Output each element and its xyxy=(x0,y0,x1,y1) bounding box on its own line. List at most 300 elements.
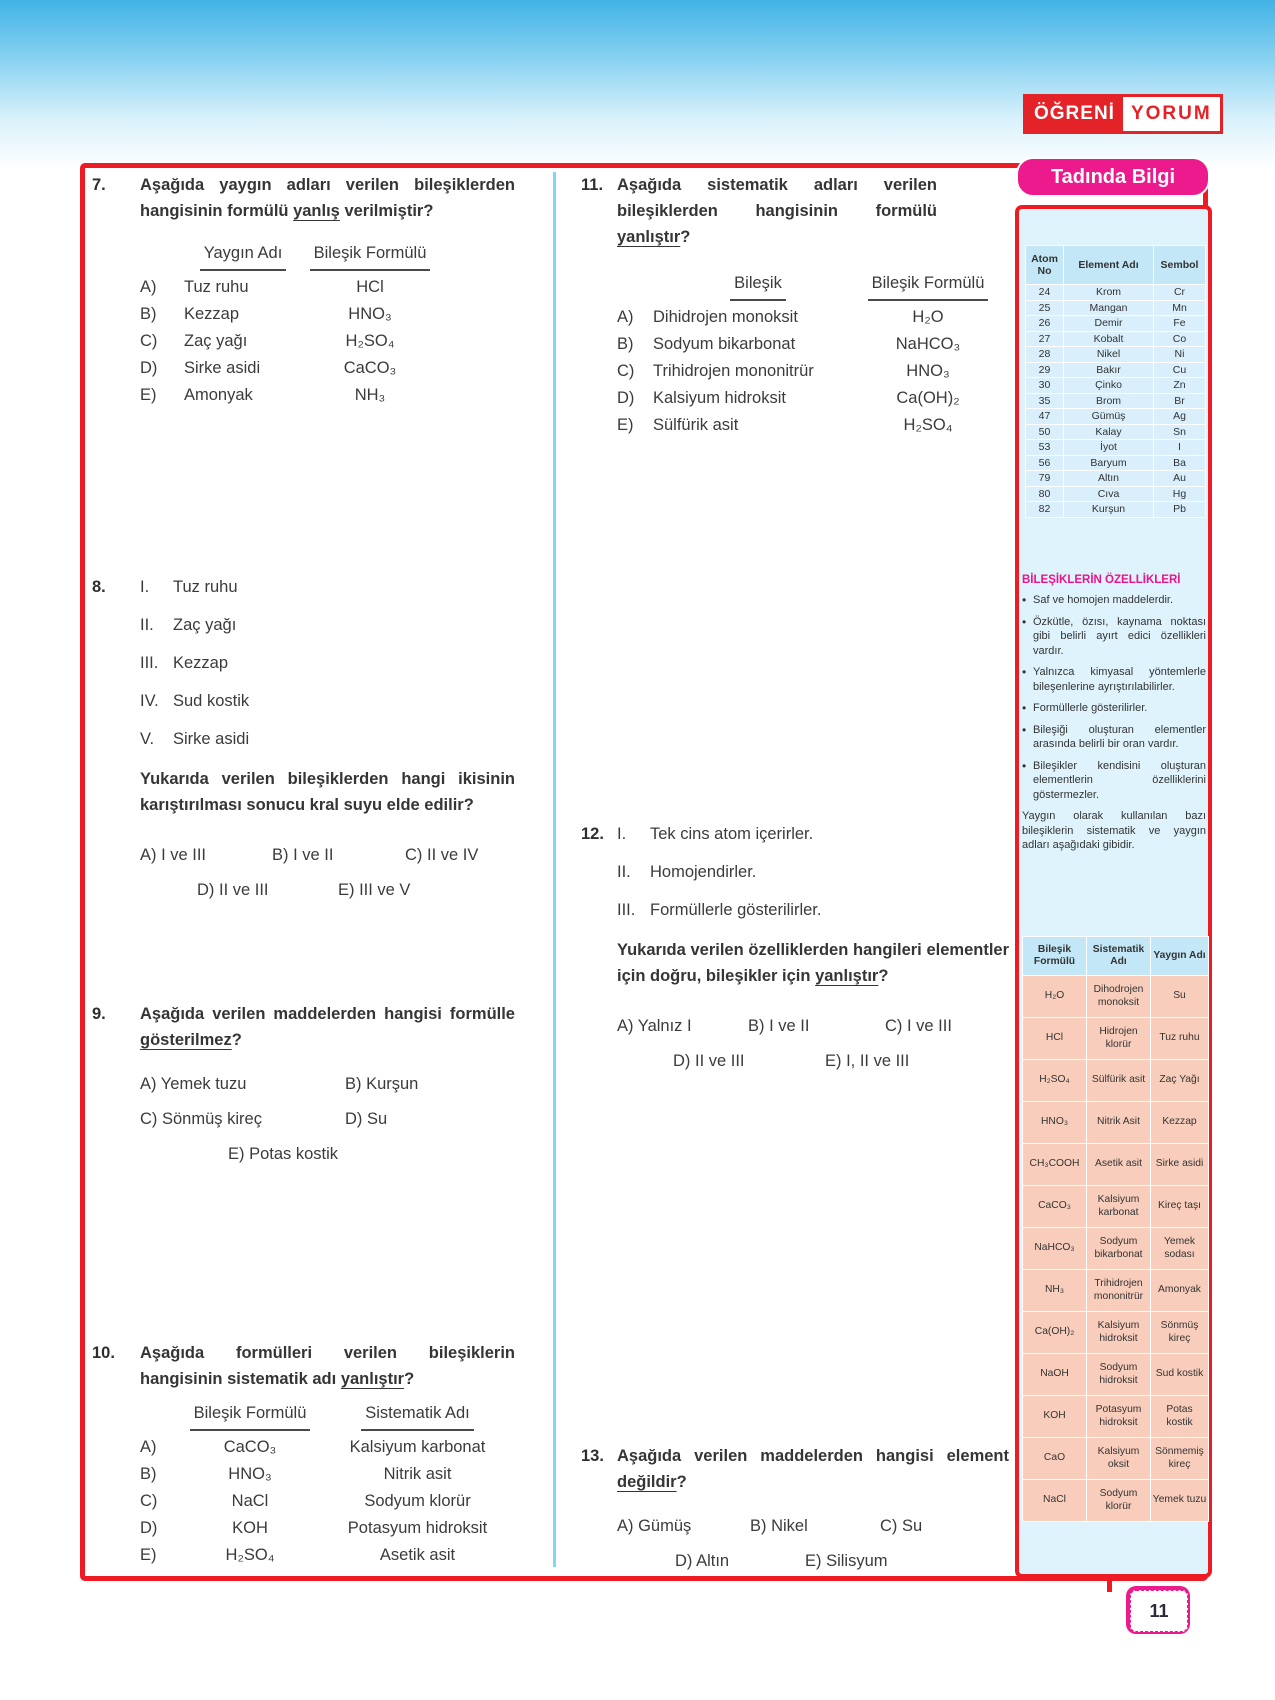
compound-systematic-name: Potasyum hidroksit xyxy=(1087,1396,1151,1438)
common-name: Tuz ruhu xyxy=(184,277,249,296)
atom-no: 27 xyxy=(1026,331,1064,347)
formula: NaCl xyxy=(231,1491,269,1510)
option-e: E) Potas kostik xyxy=(228,1145,339,1163)
question-stem xyxy=(617,1443,1009,1495)
compound-formula: H₂O xyxy=(1023,976,1087,1018)
element-symbol: Mn xyxy=(1154,300,1206,316)
element-name: Kalay xyxy=(1064,424,1154,440)
atom-table-body xyxy=(1026,285,1206,518)
option-letter: D) xyxy=(140,358,158,377)
element-name: Altın xyxy=(1064,471,1154,487)
compound-table-row xyxy=(1023,1396,1209,1438)
roman-label: II. xyxy=(140,616,154,634)
atom-no: 80 xyxy=(1026,486,1064,502)
common-name-header: Yaygın Adı xyxy=(1151,937,1209,976)
column-header: Sistematik Adı xyxy=(361,1400,474,1431)
element-name: Kurşun xyxy=(1064,502,1154,518)
roman-item xyxy=(140,612,515,638)
formula: H₂SO₄ xyxy=(903,415,953,434)
atom-table-row xyxy=(1026,362,1206,378)
roman-label: I. xyxy=(617,825,627,843)
roman-item xyxy=(140,574,515,600)
roman-label: III. xyxy=(140,654,159,672)
compound-common-name: Zaç Yağı xyxy=(1151,1060,1209,1102)
table-row xyxy=(617,357,993,384)
page-number: 11 xyxy=(1130,1590,1188,1632)
roman-label: IV. xyxy=(140,692,159,710)
bullet-item: • Özkütle, özısı, kaynama noktası gibi belirli ayırt edici özellikleri vardır. xyxy=(1022,615,1206,659)
option-letter: E) xyxy=(140,385,157,404)
question-11-table xyxy=(617,270,993,438)
option-a: A) Gümüş xyxy=(617,1517,692,1535)
compound-formula: CH₃COOH xyxy=(1023,1144,1087,1186)
element-name: Baryum xyxy=(1064,455,1154,471)
compound-table-body xyxy=(1023,976,1209,1522)
atom-table-row xyxy=(1026,378,1206,394)
formula: CaCO₃ xyxy=(223,1437,277,1456)
stem-text: ? xyxy=(680,228,691,246)
option-letter: C) xyxy=(140,331,158,350)
compound-table-row xyxy=(1023,1186,1209,1228)
stem-text: Aşağıda formülleri verilen bileşiklerin hangisinin sistematik adı xyxy=(140,1344,515,1388)
atom-table-row xyxy=(1026,502,1206,518)
stem-text: Aşağıda verilen maddelerden hangisi element xyxy=(617,1447,1009,1465)
compound-table-row xyxy=(1023,1060,1209,1102)
option-e: E) I, II ve III xyxy=(825,1052,910,1070)
element-name: Gümüş xyxy=(1064,409,1154,425)
systematic-name: Sodyum klorür xyxy=(364,1491,471,1510)
table-row xyxy=(140,327,515,354)
compound-common-name: Su xyxy=(1151,976,1209,1018)
option-d: D) Su xyxy=(345,1110,388,1128)
question-8 xyxy=(92,574,515,900)
formula: NH₃ xyxy=(354,385,386,404)
bullet-item: • Bileşiği oluşturan elementler arasında belirli bir oran vardır. xyxy=(1022,723,1206,752)
table-row xyxy=(140,1541,515,1568)
element-symbol: Br xyxy=(1154,393,1206,409)
element-name: Çinko xyxy=(1064,378,1154,394)
atom-no: 29 xyxy=(1026,362,1064,378)
header-gradient-band xyxy=(0,0,1275,170)
brand-logo-right: YORUM xyxy=(1123,97,1220,131)
element-name: Bakır xyxy=(1064,362,1154,378)
atom-table-row xyxy=(1026,455,1206,471)
stem-text: Yukarıda verilen özelliklerden hangileri elementler için doğru, bileşikler için xyxy=(617,941,1009,985)
formula: Ca(OH)₂ xyxy=(896,388,960,407)
table-row xyxy=(617,384,993,411)
systematic-name-header: Sistematik Adı xyxy=(1087,937,1151,976)
compound-table-row xyxy=(1023,1228,1209,1270)
option-letter: A) xyxy=(140,277,157,296)
question-number: 10. xyxy=(92,1344,115,1362)
compound-formula: KOH xyxy=(1023,1396,1087,1438)
formula: HNO₃ xyxy=(348,304,392,323)
compound-table-row xyxy=(1023,1438,1209,1480)
formula: H₂SO₄ xyxy=(225,1545,275,1564)
systematic-name: Potasyum hidroksit xyxy=(347,1518,488,1537)
options-row xyxy=(617,1013,1009,1036)
compound-systematic-name: Nitrik Asit xyxy=(1087,1102,1151,1144)
option-letter: C) xyxy=(140,1491,158,1510)
question-number: 8. xyxy=(92,578,106,596)
stem-underlined-word: gösterilmez xyxy=(140,1031,232,1049)
atom-table-row xyxy=(1026,331,1206,347)
compound-systematic-name: Dihodrojen monoksit xyxy=(1087,976,1151,1018)
element-symbol: Ni xyxy=(1154,347,1206,363)
atom-no-header: Atom No xyxy=(1026,246,1064,285)
option-a: A) Yalnız I xyxy=(617,1017,692,1035)
compound-systematic-name: Kalsiyum oksit xyxy=(1087,1438,1151,1480)
element-symbol: Cr xyxy=(1154,285,1206,301)
compound-common-name: Sönmemiş kireç xyxy=(1151,1438,1209,1480)
question-13 xyxy=(581,1443,1009,1571)
question-number: 7. xyxy=(92,176,106,194)
compound-systematic-name: Kalsiyum hidroksit xyxy=(1087,1312,1151,1354)
compound-common-name: Sönmüş kireç xyxy=(1151,1312,1209,1354)
atom-no: 47 xyxy=(1026,409,1064,425)
option-letter: B) xyxy=(140,304,157,323)
bullet-item: • Formüllerle gösterilirler. xyxy=(1022,701,1206,716)
element-name: Mangan xyxy=(1064,300,1154,316)
compound-formula: CaCO₃ xyxy=(1023,1186,1087,1228)
formula: H₂O xyxy=(912,307,944,326)
element-name: İyot xyxy=(1064,440,1154,456)
compound-systematic-name: Sodyum klorür xyxy=(1087,1480,1151,1522)
systematic-name: Kalsiyum hidroksit xyxy=(653,388,786,407)
answer-options xyxy=(140,1071,515,1164)
option-letter: D) xyxy=(617,388,635,407)
question-10 xyxy=(92,1340,515,1568)
roman-item xyxy=(617,859,1009,885)
common-name: Zaç yağı xyxy=(184,331,248,350)
question-11 xyxy=(581,172,985,438)
roman-label: V. xyxy=(140,730,155,748)
option-letter: C) xyxy=(617,361,635,380)
atom-no: 25 xyxy=(1026,300,1064,316)
element-symbol: Ag xyxy=(1154,409,1206,425)
compound-table-row xyxy=(1023,1144,1209,1186)
table-rows xyxy=(140,273,515,408)
section-title: BİLEŞİKLERİN ÖZELLİKLERİ xyxy=(1022,574,1181,586)
question-7 xyxy=(92,172,515,408)
element-name: Nikel xyxy=(1064,347,1154,363)
systematic-name: Sodyum bikarbonat xyxy=(653,334,796,353)
bullet-item: • Saf ve homojen maddelerdir. xyxy=(1022,593,1206,608)
column-header: Bileşik Formülü xyxy=(868,270,989,301)
symbol-header: Sembol xyxy=(1154,246,1206,285)
column-header: Yaygın Adı xyxy=(200,240,287,271)
compound-table-row xyxy=(1023,976,1209,1018)
question-number: 9. xyxy=(92,1005,106,1023)
option-letter: A) xyxy=(617,307,634,326)
page-number-badge xyxy=(1126,1586,1190,1634)
atom-no: 30 xyxy=(1026,378,1064,394)
options-row xyxy=(140,842,515,865)
stem-underlined-word: yanlıştır xyxy=(340,1370,405,1388)
option-d: D) II ve III xyxy=(197,881,269,899)
compound-properties-section xyxy=(1022,574,1206,853)
question-7-table xyxy=(140,240,515,408)
option-c: C) I ve III xyxy=(885,1017,952,1035)
compound-formula: H₂SO₄ xyxy=(1023,1060,1087,1102)
table-row xyxy=(140,300,515,327)
option-e: E) Silisyum xyxy=(805,1552,888,1570)
formula: KOH xyxy=(232,1518,268,1537)
option-b: B) Kurşun xyxy=(345,1075,419,1093)
question-stem xyxy=(140,172,515,224)
stem-text: ? xyxy=(231,1031,242,1049)
option-d: D) II ve III xyxy=(673,1052,745,1070)
compound-table-header-row xyxy=(1023,937,1209,976)
table-header-row xyxy=(140,240,515,273)
bullet-item: • Yalnızca kimyasal yöntemlerle bileşenlerine ayrıştırılabilirler. xyxy=(1022,665,1206,694)
option-letter: B) xyxy=(140,1464,157,1483)
roman-text: Zaç yağı xyxy=(173,616,237,634)
option-c: C) Su xyxy=(880,1517,923,1535)
roman-text: Sirke asidi xyxy=(173,730,250,748)
element-symbol: Cu xyxy=(1154,362,1206,378)
option-c: C) II ve IV xyxy=(405,846,479,864)
compound-table-row xyxy=(1023,1018,1209,1060)
common-name: Amonyak xyxy=(184,385,253,404)
option-letter: A) xyxy=(140,1437,157,1456)
stem-text: ? xyxy=(404,1370,415,1388)
element-name: Cıva xyxy=(1064,486,1154,502)
compound-systematic-name: Kalsiyum karbonat xyxy=(1087,1186,1151,1228)
roman-list xyxy=(617,821,1009,923)
atom-no: 35 xyxy=(1026,393,1064,409)
compound-formula: HNO₃ xyxy=(1023,1102,1087,1144)
formula: CaCO₃ xyxy=(343,358,397,377)
atom-no: 50 xyxy=(1026,424,1064,440)
compound-table-row xyxy=(1023,1102,1209,1144)
stem-text: ? xyxy=(878,967,889,985)
compound-common-name: Kezzap xyxy=(1151,1102,1209,1144)
atom-table-row xyxy=(1026,409,1206,425)
formula: H₂SO₄ xyxy=(345,331,395,350)
compound-table-row xyxy=(1023,1354,1209,1396)
atom-no: 28 xyxy=(1026,347,1064,363)
column-divider xyxy=(553,172,556,1567)
compound-common-name: Yemek tuzu xyxy=(1151,1480,1209,1522)
table-rows xyxy=(617,303,993,438)
element-symbol: Co xyxy=(1154,331,1206,347)
atom-table-row xyxy=(1026,316,1206,332)
formula: NaHCO₃ xyxy=(895,334,961,353)
bullet-item: • Bileşikler kendisini oluşturan elementlerin özelliklerini göstermezler. xyxy=(1022,759,1206,803)
atom-table-row xyxy=(1026,440,1206,456)
table-row xyxy=(140,1487,515,1514)
table-row xyxy=(140,354,515,381)
option-c: C) Sönmüş kireç xyxy=(140,1110,262,1128)
question-stem xyxy=(140,766,515,818)
table-header-row xyxy=(617,270,993,303)
roman-list xyxy=(140,574,515,752)
options-row xyxy=(140,1071,515,1094)
compound-formula: Ca(OH)₂ xyxy=(1023,1312,1087,1354)
compound-common-name: Amonyak xyxy=(1151,1270,1209,1312)
atom-table-row xyxy=(1026,347,1206,363)
compound-systematic-name: Sodyum bikarbonat xyxy=(1087,1228,1151,1270)
atom-table-header-row xyxy=(1026,246,1206,285)
option-letter: D) xyxy=(140,1518,158,1537)
compound-table-row xyxy=(1023,1312,1209,1354)
atom-table-row xyxy=(1026,471,1206,487)
systematic-name: Dihidrojen monoksit xyxy=(653,307,798,326)
compound-formula: NaCl xyxy=(1023,1480,1087,1522)
roman-text: Tuz ruhu xyxy=(173,578,238,596)
stem-text: Aşağıda yaygın adları verilen bileşiklerden hangisinin formülü xyxy=(140,176,515,220)
option-b: B) I ve II xyxy=(748,1017,810,1035)
systematic-name: Asetik asit xyxy=(379,1545,456,1564)
table-header-row xyxy=(140,1400,515,1433)
question-stem xyxy=(140,1001,515,1053)
compound-table-row xyxy=(1023,1270,1209,1312)
bullet-list xyxy=(1022,593,1206,802)
systematic-name: Nitrik asit xyxy=(383,1464,452,1483)
roman-text: Formüllerle gösterilirler. xyxy=(650,901,822,919)
atom-no: 24 xyxy=(1026,285,1064,301)
column-header: Bileşik Formülü xyxy=(190,1400,311,1431)
question-number: 13. xyxy=(581,1447,604,1465)
atom-table xyxy=(1025,245,1206,518)
atom-no: 79 xyxy=(1026,471,1064,487)
option-e: E) III ve V xyxy=(338,881,411,899)
atom-no: 56 xyxy=(1026,455,1064,471)
brand-logo xyxy=(1023,94,1223,134)
option-letter: B) xyxy=(617,334,634,353)
atom-table-row xyxy=(1026,393,1206,409)
option-b: B) I ve II xyxy=(272,846,334,864)
option-letter: E) xyxy=(617,415,634,434)
answer-options xyxy=(617,1513,1009,1571)
stem-underlined-word: değildir xyxy=(617,1473,677,1491)
compound-systematic-name: Asetik asit xyxy=(1087,1144,1151,1186)
stem-text: Yukarıda verilen bileşiklerden hangi ikisinin karıştırılması sonucu kral suyu elde edilir? xyxy=(140,770,515,814)
atom-table-row xyxy=(1026,300,1206,316)
question-number: 11. xyxy=(581,176,604,194)
question-stem xyxy=(617,172,937,250)
options-row xyxy=(140,1141,515,1164)
table-row xyxy=(617,303,993,330)
options-row xyxy=(617,1513,1009,1536)
stem-text: verilmiştir? xyxy=(339,202,434,220)
brand-logo-left: ÖĞRENİ xyxy=(1026,97,1123,131)
table-row xyxy=(140,1433,515,1460)
element-symbol: Pb xyxy=(1154,502,1206,518)
element-name: Kobalt xyxy=(1064,331,1154,347)
atom-no: 82 xyxy=(1026,502,1064,518)
compound-common-name: Potas kostik xyxy=(1151,1396,1209,1438)
element-symbol: Ba xyxy=(1154,455,1206,471)
options-row xyxy=(617,1548,1009,1571)
roman-label: II. xyxy=(617,863,631,881)
answer-options xyxy=(617,1013,1009,1071)
formula: HNO₃ xyxy=(906,361,950,380)
roman-item xyxy=(617,897,1009,923)
roman-text: Sud kostik xyxy=(173,692,250,710)
atom-table-row xyxy=(1026,486,1206,502)
compound-common-name: Tuz ruhu xyxy=(1151,1018,1209,1060)
formula: HCl xyxy=(356,277,384,296)
atom-table-row xyxy=(1026,424,1206,440)
formula: HNO₃ xyxy=(228,1464,272,1483)
element-name: Krom xyxy=(1064,285,1154,301)
roman-text: Kezzap xyxy=(173,654,229,672)
systematic-name: Sülfürik asit xyxy=(653,415,739,434)
compound-systematic-name: Sodyum hidroksit xyxy=(1087,1354,1151,1396)
compound-common-name: Sirke asidi xyxy=(1151,1144,1209,1186)
options-row xyxy=(140,877,515,900)
stem-text: ? xyxy=(676,1473,687,1491)
compound-formula: NH₃ xyxy=(1023,1270,1087,1312)
compound-formula: NaHCO₃ xyxy=(1023,1228,1087,1270)
table-rows xyxy=(140,1433,515,1568)
roman-text: Homojendirler. xyxy=(650,863,757,881)
roman-item xyxy=(140,650,515,676)
stem-text: Aşağıda sistematik adları verilen bileşiklerden hangisinin formülü xyxy=(617,176,937,220)
compound-systematic-name: Sülfürik asit xyxy=(1087,1060,1151,1102)
systematic-name: Trihidrojen mononitrür xyxy=(653,361,814,380)
roman-label: I. xyxy=(140,578,150,596)
option-d: D) Altın xyxy=(675,1552,730,1570)
element-symbol: Hg xyxy=(1154,486,1206,502)
compound-systematic-name: Hidrojen klorür xyxy=(1087,1018,1151,1060)
option-a: A) Yemek tuzu xyxy=(140,1075,247,1093)
column-header: Bileşik xyxy=(730,270,786,301)
table-row xyxy=(140,381,515,408)
stem-underlined-word: yanlış xyxy=(293,202,340,220)
compound-formula: CaO xyxy=(1023,1438,1087,1480)
compound-formula: NaOH xyxy=(1023,1354,1087,1396)
roman-label: III. xyxy=(617,901,636,919)
stem-text: Aşağıda verilen maddelerden hangisi formülle xyxy=(140,1005,515,1023)
table-row xyxy=(140,273,515,300)
table-row xyxy=(617,330,993,357)
roman-item xyxy=(617,821,1009,847)
table-row xyxy=(140,1514,515,1541)
compound-table-row xyxy=(1023,1480,1209,1522)
atom-no: 26 xyxy=(1026,316,1064,332)
element-symbol: Au xyxy=(1154,471,1206,487)
column-header: Bileşik Formülü xyxy=(310,240,431,271)
option-a: A) I ve III xyxy=(140,846,207,864)
element-symbol: Sn xyxy=(1154,424,1206,440)
element-name: Demir xyxy=(1064,316,1154,332)
element-symbol: Fe xyxy=(1154,316,1206,332)
element-symbol: Zn xyxy=(1154,378,1206,394)
table-row xyxy=(617,411,993,438)
compound-common-name: Sud kostik xyxy=(1151,1354,1209,1396)
answer-options xyxy=(140,842,515,900)
question-12 xyxy=(581,821,1009,1071)
option-letter: E) xyxy=(140,1545,157,1564)
stem-underlined-word: yanlıştır xyxy=(815,967,879,985)
options-row xyxy=(617,1048,1009,1071)
info-panel-title-badge: Tadında Bilgi xyxy=(1016,157,1210,197)
question-9 xyxy=(92,1001,515,1164)
atom-table-row xyxy=(1026,285,1206,301)
question-stem xyxy=(617,937,1009,989)
stem-underlined-word: yanlıştır xyxy=(617,228,681,246)
element-name: Brom xyxy=(1064,393,1154,409)
common-name: Sirke asidi xyxy=(184,358,261,377)
element-symbol: I xyxy=(1154,440,1206,456)
roman-item xyxy=(140,726,515,752)
formula-header: Bileşik Formülü xyxy=(1023,937,1087,976)
atom-no: 53 xyxy=(1026,440,1064,456)
options-row xyxy=(140,1106,515,1129)
